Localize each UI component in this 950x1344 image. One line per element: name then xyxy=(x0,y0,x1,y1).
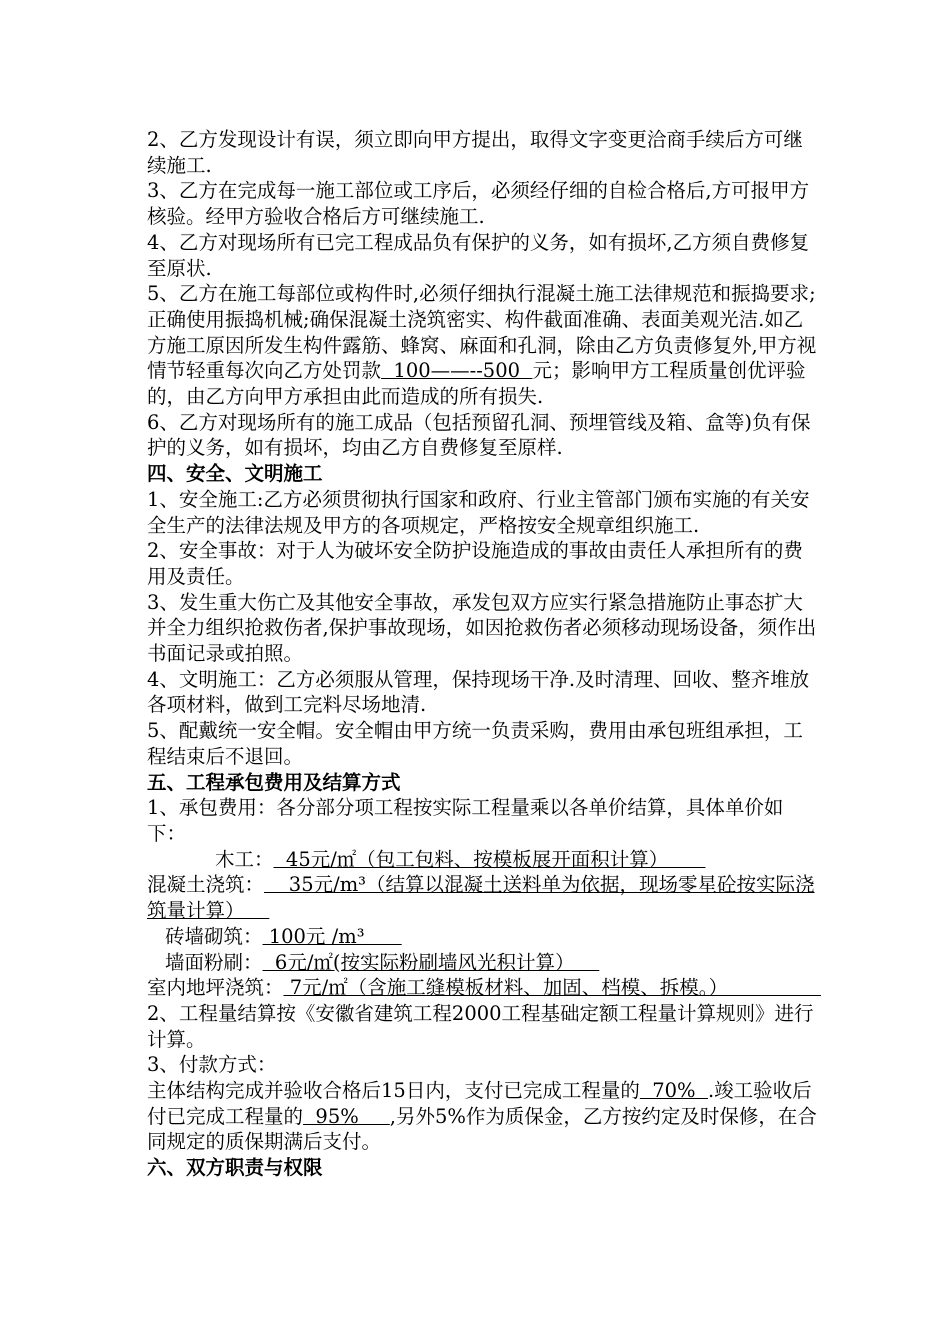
payment-text-b: .竣工验收后付已完成工程量的 xyxy=(147,1079,812,1128)
payment-text-a: 主体结构完成并验收合格后15日内，支付已完成工程量的 xyxy=(147,1079,640,1103)
floor-label: 室内地坪浇筑： xyxy=(147,976,284,1000)
price-carpentry xyxy=(147,847,817,873)
concrete-label: 混凝土浇筑： xyxy=(147,873,265,897)
brick-label: 砖墙砌筑： xyxy=(165,924,263,948)
section4-item: 3、发生重大伤亡及其他安全事故，承发包双方应实行紧急措施防止事态扩大并全力组织抢救伤者,保护事故现场，如因抢救伤者必须移动现场设备，须作出书面记录或拍照。 xyxy=(147,590,817,666)
plaster-label: 墙面粉刷： xyxy=(165,950,263,974)
document-page xyxy=(147,127,821,1181)
paragraph-design-error: 2、乙方发现设计有误，须立即向甲方提出，取得文字变更洽商手续后方可继续施工. xyxy=(147,128,803,177)
carpentry-value: 45元/㎡（包工包料、按模板展开面积计算） xyxy=(273,847,706,871)
payment-text-c: ,另外5%作为质保金，乙方按约定及时保修，在合同规定的质保期满后支付。 xyxy=(147,1104,817,1154)
concrete-rules-text: 5、乙方在施工每部位或构件时,必须仔细执行混凝土施工法律规范和振捣要求;正确使用振捣机械;确保混凝土浇筑密实、构件截面准确、表面美观光洁.如乙方施工原因所发生构件露筋、蜂窝、麻面和孔洞，除由乙方负责修复外,甲方视情节轻重每次向乙方处罚款 xyxy=(147,282,817,383)
section4-item: 1、安全施工:乙方必须贯彻执行国家和政府、行业主管部门颁布实施的有关安全生产的法律法规及甲方的各项规定，严格按安全规章组织施工. xyxy=(147,487,810,537)
payment-terms xyxy=(147,1078,817,1155)
plaster-value: 6元/㎡(按实际粉刷墙风光积计算） xyxy=(262,950,600,974)
paragraph-concrete-rules xyxy=(147,281,817,410)
payment-percent-2: 95% xyxy=(303,1104,390,1128)
price-concrete xyxy=(147,872,817,923)
price-brick xyxy=(147,924,817,950)
concrete-rules-tail: 元；影响甲方工程质量创优评验的，由乙方向甲方承担由此而造成的所有损失. xyxy=(147,359,806,409)
price-floor xyxy=(147,975,821,1001)
settlement-rule: 2、工程量结算按《安徽省建筑工程2000工程基础定额工程量计算规则》进行计算。 xyxy=(147,1001,814,1051)
section6-heading: 六、双方职责与权限 xyxy=(147,1156,323,1180)
price-plaster xyxy=(147,950,817,976)
fine-range: 100——--500 xyxy=(381,359,533,383)
fee-intro: 1、承包费用：各分部分项工程按实际工程量乘以各单价结算，具体单价如下： xyxy=(147,796,784,845)
paragraph-protection: 4、乙方对现场所有已完工程成品负有保护的义务，如有损坏,乙方须自费修复至原状. xyxy=(147,230,810,280)
section4-item: 4、文明施工：乙方必须服从管理，保持现场干净.及时清理、回收、整齐堆放各项材料，做到工完料尽场地清. xyxy=(147,667,810,717)
payment-percent-1: 70% xyxy=(639,1079,708,1103)
section5-heading: 五、工程承包费用及结算方式 xyxy=(147,770,401,794)
paragraph-self-inspection: 3、乙方在完成每一施工部位或工序后，必须经仔细的自检合格后,方可报甲方核验。经甲方验收合格后方可继续施工. xyxy=(147,179,810,229)
paragraph-finished-products: 6、乙方对现场所有的施工成品（包括预留孔洞、预埋管线及箱、盒等)负有保护的义务，如有损坏，均由乙方自费修复至原样. xyxy=(147,410,811,460)
brick-value: 100元 /m³ xyxy=(262,924,402,948)
carpentry-label: 木工： xyxy=(215,847,274,871)
section4-item: 5、配戴统一安全帽。安全帽由甲方统一负责采购，费用由承包班组承担，工程结束后不退回。 xyxy=(147,719,803,768)
section4-heading: 四、安全、文明施工 xyxy=(147,462,323,486)
floor-value: 7元/㎡（含施工缝模板材料、加固、档模、拆模。） xyxy=(283,976,821,1000)
section4-item: 2、安全事故：对于人为破坏安全防护设施造成的事故由责任人承担所有的费用及责任。 xyxy=(147,539,803,588)
concrete-value: 35元/m³（结算以混凝土送料单为依据，现场零星砼按实际浇筑量计算） xyxy=(147,873,815,923)
payment-title: 3、付款方式： xyxy=(147,1053,277,1077)
